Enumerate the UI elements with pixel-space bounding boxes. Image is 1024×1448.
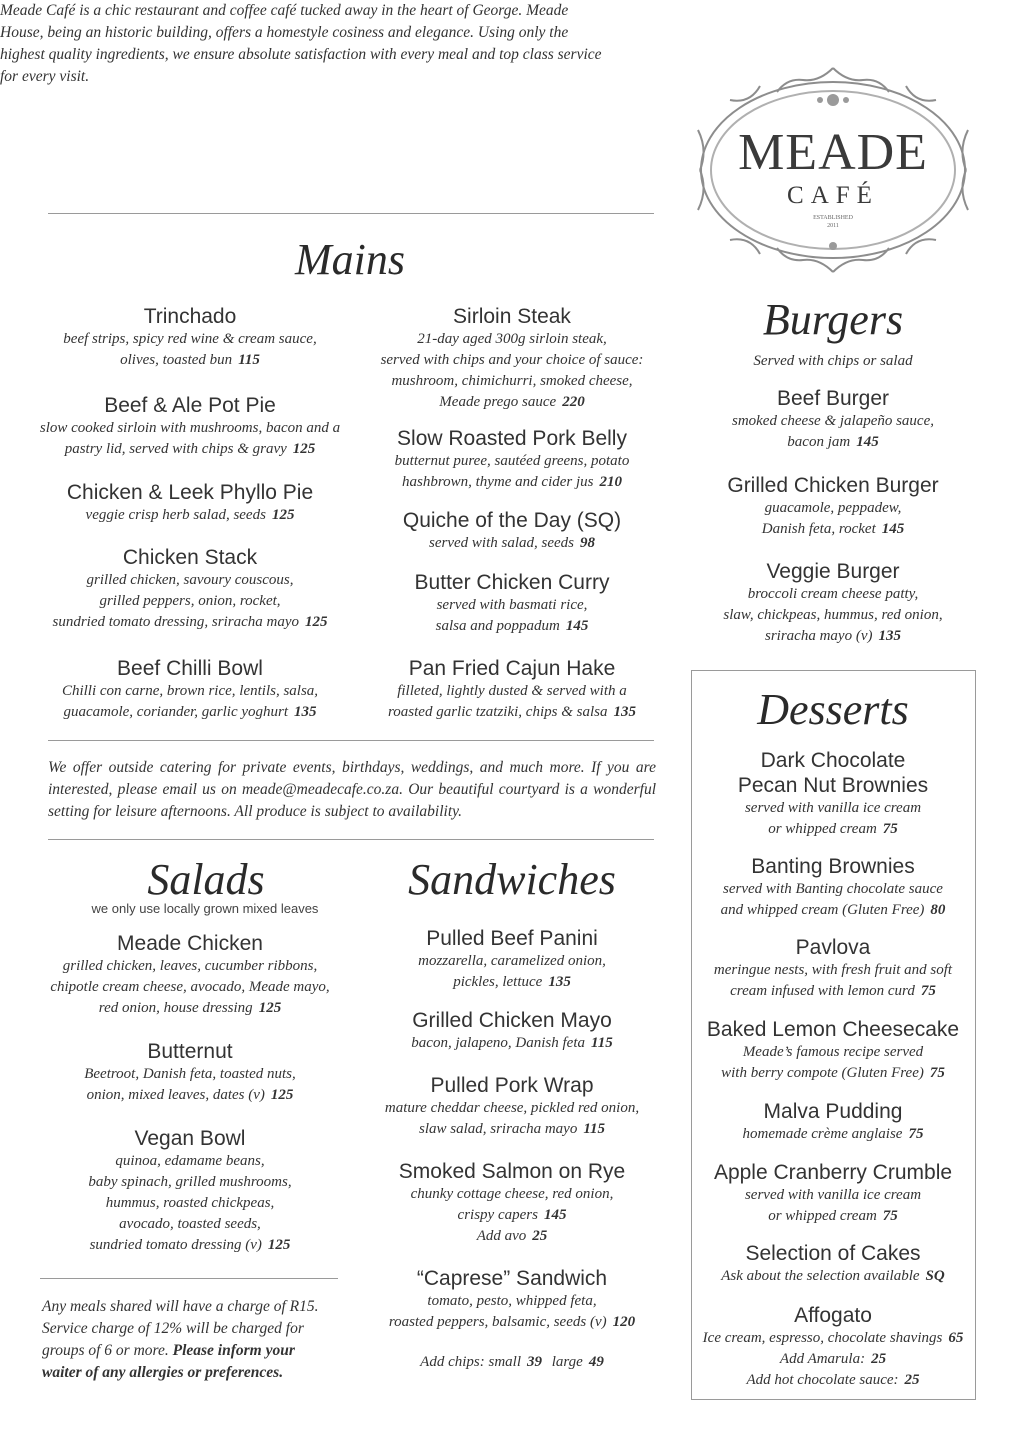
item-description-text: crispy capers [457, 1207, 538, 1223]
menu-item [25, 1126, 355, 1256]
item-description [25, 612, 355, 633]
item-description [25, 505, 355, 526]
item-description [695, 900, 971, 921]
burgers-heading: Burgers [762, 295, 904, 344]
item-description [25, 1193, 355, 1214]
menu-item [25, 545, 355, 633]
item-price: 65 [948, 1330, 964, 1346]
item-price: 80 [930, 902, 946, 918]
item-price: 125 [270, 1087, 294, 1103]
menu-item [362, 426, 662, 493]
item-name: Veggie Burger [766, 560, 900, 583]
item-description [362, 681, 662, 702]
item-price: 135 [548, 974, 571, 990]
item-name: “Caprese” Sandwich [416, 1267, 608, 1290]
item-name: Pan Fried Cajun Hake [408, 657, 616, 680]
divider [48, 213, 654, 214]
item-name: Pulled Beef Panini [426, 927, 598, 950]
item-description [362, 371, 662, 392]
item-description [698, 498, 968, 519]
item-description-text: smoked cheese & jalapeño sauce, [731, 413, 935, 429]
item-name: Butter Chicken Curry [414, 571, 610, 594]
item-price: 125 [258, 1000, 282, 1016]
item-description-text: Meade’s famous recipe served [742, 1044, 924, 1060]
item-description-text: pastry lid, served with chips & gravy [64, 441, 287, 457]
item-description [25, 1235, 355, 1256]
item-description-text: Ice cream, espresso, chocolate shavings [702, 1330, 943, 1346]
menu-item [362, 1159, 662, 1247]
divider [40, 1278, 338, 1279]
item-description [25, 329, 355, 350]
item-price: 98 [579, 535, 595, 551]
menu-item [362, 508, 662, 554]
mains-heading: Mains [295, 235, 405, 284]
item-description-text: Meade prego sauce [439, 394, 557, 410]
item-description-text: mozzarella, caramelized onion, [418, 953, 606, 969]
item-description-text: slow cooked sirloin with mushrooms, bacon and a [39, 420, 341, 436]
item-extra-price: 25 [532, 1228, 548, 1244]
item-name: Pulled Pork Wrap [430, 1074, 594, 1097]
item-description [695, 819, 971, 840]
item-name: Slow Roasted Pork Belly [397, 427, 627, 450]
add-chips-line [362, 1352, 662, 1373]
item-name: Dark Chocolate [760, 749, 906, 772]
item-price: 125 [292, 441, 316, 457]
menu-item [362, 1073, 662, 1140]
item-price: 115 [238, 352, 260, 368]
menu-item [698, 559, 968, 647]
item-description-text: pickles, lettuce [453, 974, 543, 990]
item-price: 120 [612, 1314, 636, 1330]
item-extra [362, 1226, 662, 1247]
item-description-text: roasted peppers, balsamic, seeds (v) [388, 1314, 607, 1330]
item-description [362, 1312, 662, 1333]
item-description [25, 591, 355, 612]
item-description [25, 570, 355, 591]
item-description-text: sundried tomato dressing (v) [89, 1237, 262, 1253]
add-chips-label: Add chips: small [420, 1354, 521, 1370]
item-description-text: avocado, toasted seeds, [119, 1216, 261, 1232]
item-name: Chicken & Leek Phyllo Pie [66, 481, 314, 504]
item-description [25, 1085, 355, 1106]
item-extra-price: 25 [871, 1351, 887, 1367]
item-description [695, 981, 971, 1002]
menu-item [362, 1008, 662, 1054]
item-extra-label: Add Amarula: [779, 1351, 866, 1367]
item-price: 145 [881, 521, 905, 537]
item-description-text: butternut puree, sautéed greens, potato [394, 453, 630, 469]
item-description [695, 1185, 971, 1206]
item-description [25, 702, 355, 723]
item-name: Smoked Salmon on Rye [398, 1160, 626, 1183]
salads-heading: Salads [147, 855, 265, 904]
menu-item [25, 931, 355, 1019]
item-description [698, 584, 968, 605]
item-price: 75 [882, 821, 898, 837]
item-description [362, 951, 662, 972]
item-name: Quiche of the Day (SQ) [402, 509, 622, 532]
chips-large-label: large [547, 1354, 583, 1370]
notice-allergies: Please inform your waiter of any allergies or preferences. [42, 1342, 295, 1381]
menu-item [695, 1303, 971, 1391]
item-price: 75 [882, 1208, 898, 1224]
chips-small-price: 39 [526, 1354, 542, 1370]
item-description-text: Beetroot, Danish feta, toasted nuts, [84, 1066, 296, 1082]
item-description [362, 1184, 662, 1205]
item-description [25, 1151, 355, 1172]
divider [48, 839, 654, 840]
item-name: Butternut [147, 1040, 233, 1063]
item-description-text: grilled peppers, onion, rocket, [99, 593, 281, 609]
item-price: 75 [908, 1126, 924, 1142]
item-description-text: onion, mixed leaves, dates (v) [86, 1087, 265, 1103]
item-extra-price: 25 [904, 1372, 920, 1388]
item-name: Banting Brownies [751, 855, 915, 878]
menu-item [362, 1266, 662, 1333]
chips-large-price: 49 [588, 1354, 604, 1370]
item-description [25, 956, 355, 977]
item-name: Selection of Cakes [745, 1242, 921, 1265]
logo-subtitle: CAFÉ [787, 182, 879, 209]
item-description [25, 350, 355, 371]
item-name: Meade Chicken [117, 932, 263, 955]
item-description-text: broccoli cream cheese patty, [747, 586, 919, 602]
item-description-text: guacamole, peppadew, [764, 500, 902, 516]
item-name: Grilled Chicken Mayo [412, 1009, 612, 1032]
item-price: 135 [878, 628, 901, 644]
item-extra-label: Add hot chocolate sauce: [746, 1372, 899, 1388]
menu-item [698, 473, 968, 540]
item-extra [695, 1370, 971, 1391]
menu-item [695, 1017, 971, 1084]
menu-item [695, 854, 971, 921]
menu-item [25, 304, 355, 371]
item-price: 210 [599, 474, 622, 490]
item-price: 125 [305, 614, 328, 630]
intro-text: Meade Café is a chic restaurant and coffee café tucked away in the heart of George. Meade House, being an historic building, offers a homestyle cosiness and elegance. Using only the highest quality ingredients, we ensure absolute satisfaction with every meal and top class service for every visit. [0, 2, 602, 85]
item-description-text: salsa and poppadum [435, 618, 560, 634]
menu-item [695, 1160, 971, 1227]
item-description-text: slaw, chickpeas, hummus, red onion, [723, 607, 943, 623]
menu-item [695, 935, 971, 1002]
item-description [695, 1124, 971, 1145]
salads-subtitle: we only use locally grown mixed leaves [91, 901, 319, 916]
item-description-text: grilled chicken, savoury couscous, [86, 572, 294, 588]
item-name: Apple Cranberry Crumble [713, 1161, 953, 1184]
item-name: Grilled Chicken Burger [727, 474, 939, 497]
sandwiches-heading: Sandwiches [408, 855, 616, 904]
item-description [362, 595, 662, 616]
item-description [25, 1214, 355, 1235]
item-description [25, 418, 355, 439]
item-description-text: served with Banting chocolate sauce [723, 881, 943, 897]
item-description [695, 798, 971, 819]
menu-item [25, 656, 355, 723]
item-description [362, 472, 662, 493]
logo-established: ESTABLISHED [813, 215, 853, 221]
item-description [695, 960, 971, 981]
item-description-text: served with basmati rice, [436, 597, 588, 613]
item-description [362, 329, 662, 350]
item-name: Chicken Stack [122, 546, 258, 569]
item-description-text: cream infused with lemon curd [730, 983, 915, 999]
item-price: 135 [613, 704, 636, 720]
item-price: 75 [920, 983, 936, 999]
item-description [25, 998, 355, 1019]
item-description-text: 21-day aged 300g sirloin steak, [417, 331, 607, 347]
catering-text: We offer outside catering for private events, birthdays, weddings, and much more. If you are interested, please email us on meade@meadecafe.co.za. Our beautiful courtyard is a wonderful setting for leisure afternoons. All produce is subject to availability. [48, 759, 656, 820]
item-description-text: roasted garlic tzatziki, chips & salsa [388, 704, 608, 720]
logo-year: 2011 [827, 223, 839, 229]
item-price: 145 [543, 1207, 567, 1223]
item-description-text: chunky cottage cheese, red onion, [410, 1186, 614, 1202]
item-description-text: served with vanilla ice cream [744, 800, 922, 816]
item-name: Beef Chilli Bowl [117, 657, 263, 680]
item-description [362, 1033, 662, 1054]
item-name: Sirloin Steak [453, 305, 571, 328]
menu-item [362, 656, 662, 723]
item-description [695, 1206, 971, 1227]
item-description-text: quinoa, edamame beans, [115, 1153, 265, 1169]
item-description-text: served with salad, seeds [429, 535, 574, 551]
item-description [25, 1172, 355, 1193]
menu-item [362, 304, 662, 413]
item-description [695, 1042, 971, 1063]
item-description [362, 533, 662, 554]
menu-item [25, 1039, 355, 1106]
item-description-text: chipotle cream cheese, avocado, Meade mayo, [50, 979, 330, 995]
item-description-text: red onion, house dressing [98, 1000, 253, 1016]
item-name: Malva Pudding [763, 1100, 903, 1123]
item-description [698, 411, 968, 432]
menu-item [698, 386, 968, 453]
item-description-text: beef strips, spicy red wine & cream sauce, [63, 331, 317, 347]
item-description [362, 1119, 662, 1140]
item-description [25, 681, 355, 702]
cafe-logo [690, 60, 976, 276]
item-description-text: hashbrown, thyme and cider jus [401, 474, 594, 490]
item-description [695, 1063, 971, 1084]
item-description-text: homemade crème anglaise [742, 1126, 903, 1142]
item-description [698, 605, 968, 626]
menu-item [695, 748, 971, 840]
item-description [362, 702, 662, 723]
item-name: Baked Lemon Cheesecake [706, 1018, 960, 1041]
item-description-text: with berry compote (Gluten Free) [721, 1065, 924, 1081]
item-description-text: bacon jam [787, 434, 851, 450]
item-extra-label: Add avo [476, 1228, 527, 1244]
notice-charges: Any meals shared will have a charge of R15. Service charge of 12% will be charged for groups of 6 or more. [42, 1298, 319, 1359]
item-description [695, 1266, 971, 1287]
menu-item [362, 570, 662, 637]
item-description-text: served with chips and your choice of sauce: [380, 352, 644, 368]
item-price: 125 [267, 1237, 291, 1253]
item-description-text: slaw salad, sriracha mayo [418, 1121, 578, 1137]
menu-item [362, 926, 662, 993]
item-description [362, 616, 662, 637]
menu-item [25, 393, 355, 460]
item-description-text: bacon, jalapeno, Danish feta [411, 1035, 586, 1051]
item-description-text: served with vanilla ice cream [744, 1187, 922, 1203]
notice-text [42, 1296, 332, 1384]
item-description [362, 1098, 662, 1119]
item-description-text: guacamole, coriander, garlic yoghurt [63, 704, 289, 720]
item-description-text: grilled chicken, leaves, cucumber ribbons, [62, 958, 318, 974]
desserts-heading: Desserts [757, 685, 909, 734]
item-description [25, 1064, 355, 1085]
item-price: 75 [929, 1065, 945, 1081]
item-description [25, 439, 355, 460]
menu-item [25, 480, 355, 526]
item-name: Pavlova [795, 936, 871, 959]
item-price: 145 [856, 434, 879, 450]
item-description [362, 451, 662, 472]
item-description-text: Chilli con carne, brown rice, lentils, salsa, [61, 683, 319, 699]
item-description-text: sriracha mayo (v) [765, 628, 873, 644]
item-description-text: sundried tomato dressing, sriracha mayo [52, 614, 300, 630]
item-description-text: veggie crisp herb salad, seeds [85, 507, 266, 523]
item-description [25, 977, 355, 998]
item-description [362, 972, 662, 993]
menu-item [695, 1099, 971, 1145]
item-price: 125 [271, 507, 295, 523]
item-price: 115 [583, 1121, 606, 1137]
item-description-text: mushroom, chimichurri, smoked cheese, [391, 373, 633, 389]
burgers-subtitle: Served with chips or salad [753, 353, 913, 369]
item-price: 135 [294, 704, 317, 720]
logo-name: MEADE [738, 124, 928, 181]
item-description [695, 1328, 971, 1349]
item-description-text: baby spinach, grilled mushrooms, [88, 1174, 292, 1190]
item-price: 115 [591, 1035, 613, 1051]
item-description [698, 432, 968, 453]
item-description [698, 519, 968, 540]
item-name: Vegan Bowl [134, 1127, 246, 1150]
item-description [695, 879, 971, 900]
menu-item [695, 1241, 971, 1287]
item-name: Beef & Ale Pot Pie [104, 394, 276, 417]
item-description-text: hummus, roasted chickpeas, [105, 1195, 275, 1211]
item-description [698, 626, 968, 647]
item-description-text: olives, toasted bun [120, 352, 233, 368]
item-description-text: or whipped cream [768, 821, 877, 837]
item-description-text: Ask about the selection available [721, 1268, 920, 1284]
item-description [362, 1291, 662, 1312]
item-extra [695, 1349, 971, 1370]
item-description-text: meringue nests, with fresh fruit and soft [713, 962, 953, 978]
item-description-text: mature cheddar cheese, pickled red onion, [384, 1100, 640, 1116]
divider [48, 740, 654, 741]
item-name: Affogato [794, 1304, 872, 1327]
add-chips-text [362, 1352, 662, 1373]
item-name: Beef Burger [776, 387, 890, 410]
item-description-text: tomato, pesto, whipped feta, [427, 1293, 597, 1309]
item-price: 220 [562, 394, 585, 410]
item-price: 145 [565, 618, 589, 634]
item-description [362, 1205, 662, 1226]
item-description-text: Danish feta, rocket [761, 521, 876, 537]
item-description-text: and whipped cream (Gluten Free) [720, 902, 925, 918]
item-name: Trinchado [143, 305, 237, 328]
item-description [362, 392, 662, 413]
item-description-text: filleted, lightly dusted & served with a [397, 683, 627, 699]
item-description-text: or whipped cream [768, 1208, 877, 1224]
item-description [362, 350, 662, 371]
item-name: Pecan Nut Brownies [737, 774, 929, 797]
item-price: SQ [925, 1268, 945, 1284]
